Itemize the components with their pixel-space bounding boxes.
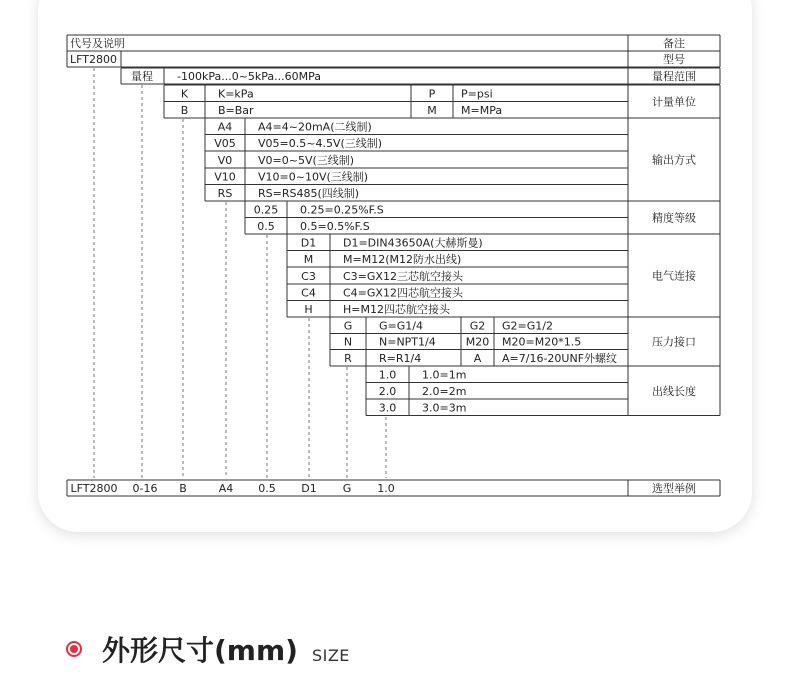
cable_length-code-2: 3.0 bbox=[378, 401, 397, 415]
pressure_port-code2-1: M20 bbox=[465, 335, 490, 349]
accuracy-code-0: 0.25 bbox=[253, 203, 279, 217]
example-value-2: B bbox=[179, 482, 187, 495]
units-desc-0: K=kPa bbox=[218, 87, 254, 101]
range-value: -100kPa...0~5kPa...60MPa bbox=[177, 70, 322, 83]
model-remark: 型号 bbox=[663, 53, 685, 66]
output-code-0: A4 bbox=[217, 120, 233, 134]
cable_length-desc-2: 3.0=3m bbox=[422, 401, 467, 415]
example-value-5: D1 bbox=[301, 482, 317, 495]
cable_length-desc-0: 1.0=1m bbox=[422, 368, 467, 382]
connection-code-2: C3 bbox=[301, 269, 316, 283]
connection-desc-4: H=M12四芯航空接头 bbox=[343, 303, 450, 316]
example-value-1: 0-16 bbox=[132, 482, 158, 495]
output-desc-1: V05=0.5~4.5V(三线制) bbox=[258, 137, 383, 151]
connection-desc-0: D1=DIN43650A(大赫斯曼) bbox=[343, 236, 483, 250]
output-desc-3: V10=0~10V(三线制) bbox=[258, 170, 369, 184]
pressure_port-code-2: R bbox=[344, 351, 352, 365]
units-code2-1: M bbox=[427, 104, 437, 117]
output-code-2: V0 bbox=[217, 153, 233, 167]
connection-code-0: D1 bbox=[300, 236, 317, 250]
example-remark: 选型举例 bbox=[652, 482, 696, 495]
range-label: 量程 bbox=[131, 70, 153, 83]
cable_length-remark: 出线长度 bbox=[652, 384, 696, 398]
model-code: LFT2800 bbox=[70, 53, 117, 66]
example-value-6: G bbox=[342, 482, 352, 495]
connection-desc-3: C4=GX12四芯航空接头 bbox=[343, 286, 463, 300]
section-title: 外形尺寸(mm) bbox=[102, 634, 298, 667]
pressure_port-code2-2: A bbox=[473, 351, 482, 365]
header-remark-label: 备注 bbox=[663, 37, 685, 50]
example-value-7: 1.0 bbox=[377, 482, 395, 495]
connection-code-3: C4 bbox=[301, 286, 316, 300]
output-code-1: V05 bbox=[214, 137, 236, 151]
output-code-4: RS bbox=[217, 187, 233, 200]
example-value-0: LFT2800 bbox=[70, 482, 118, 495]
pressure_port-desc-2: R=R1/4 bbox=[379, 351, 422, 365]
pressure_port-desc-1: N=NPT1/4 bbox=[379, 335, 436, 349]
example-value-3: A4 bbox=[218, 482, 234, 495]
units-code-1: B bbox=[180, 104, 189, 117]
cable_length-desc-1: 2.0=2m bbox=[422, 385, 467, 398]
units-code-0: K bbox=[180, 87, 189, 101]
output-desc-2: V0=0~5V(三线制) bbox=[258, 153, 355, 167]
connection-remark: 电气连接 bbox=[652, 269, 696, 283]
units-desc2-0: P=psi bbox=[461, 87, 493, 101]
units-remark: 计量单位 bbox=[652, 95, 696, 109]
connection-code-4: H bbox=[304, 303, 313, 316]
output-desc-0: A4=4~20mA(二线制) bbox=[258, 120, 372, 134]
output-desc-4: RS=RS485(四线制) bbox=[258, 187, 360, 200]
accuracy-remark: 精度等级 bbox=[652, 211, 696, 225]
pressure_port-desc2-0: G2=G1/2 bbox=[502, 319, 553, 333]
accuracy-desc-1: 0.5=0.5%F.S bbox=[300, 220, 370, 233]
pressure_port-code-0: G bbox=[343, 319, 353, 333]
accuracy-code-1: 0.5 bbox=[257, 220, 275, 233]
units-desc2-1: M=MPa bbox=[461, 104, 503, 117]
pressure_port-desc2-1: M20=M20*1.5 bbox=[502, 335, 582, 349]
example-value-4: 0.5 bbox=[258, 482, 276, 495]
output-code-3: V10 bbox=[214, 170, 236, 184]
connection-desc-1: M=M12(M12防水出线) bbox=[343, 253, 462, 267]
section-subtitle: SIZE bbox=[311, 645, 350, 665]
pressure_port-code-1: N bbox=[343, 335, 353, 349]
units-code2-0: P bbox=[428, 87, 436, 101]
accuracy-desc-0: 0.25=0.25%F.S bbox=[300, 203, 384, 217]
connection-desc-2: C3=GX12三芯航空接头 bbox=[343, 269, 463, 283]
units-desc-1: B=Bar bbox=[218, 104, 254, 117]
pressure_port-desc2-2: A=7/16-20UNF外螺纹 bbox=[502, 351, 618, 365]
cable_length-code-0: 1.0 bbox=[378, 368, 397, 382]
pressure_port-remark: 压力接口 bbox=[652, 335, 696, 349]
output-remark: 输出方式 bbox=[652, 153, 696, 167]
range-remark: 量程范围 bbox=[652, 70, 696, 83]
pressure_port-desc-0: G=G1/4 bbox=[379, 319, 423, 333]
connection-code-1: M bbox=[303, 253, 314, 267]
section-header bbox=[66, 624, 350, 674]
pressure_port-code2-0: G2 bbox=[469, 319, 486, 333]
header-code-label: 代号及说明 bbox=[70, 37, 125, 50]
bullet-icon bbox=[66, 641, 82, 657]
cable_length-code-1: 2.0 bbox=[378, 385, 397, 398]
